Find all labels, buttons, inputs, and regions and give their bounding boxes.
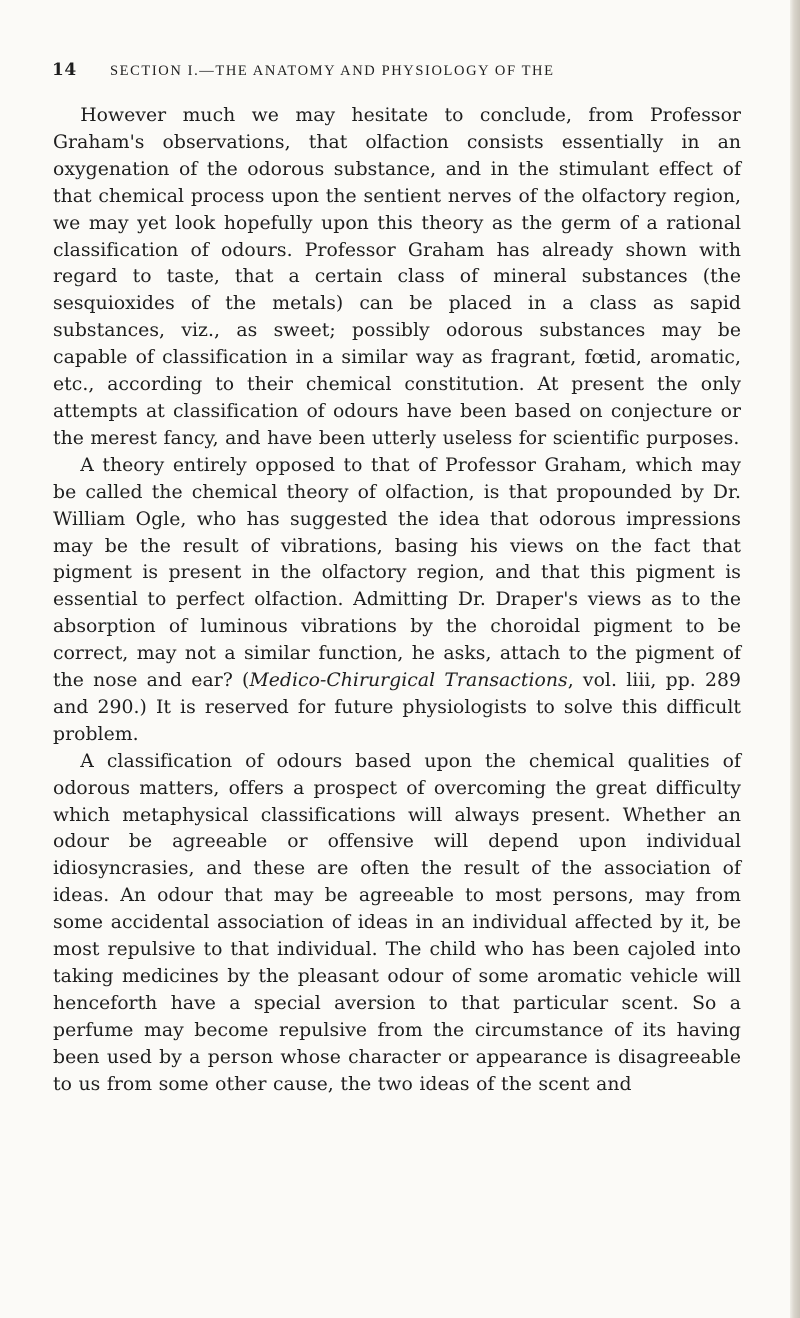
page-header: [52, 60, 742, 90]
paragraph-text: , vol. liii, pp. 289 and 290.) It is reserved for future physiologists to solve this difficult problem.: [53, 670, 741, 745]
paragraph: [53, 453, 741, 749]
page-edge: [790, 0, 800, 1318]
paragraph-text: A theory entirely opposed to that of Professor Graham, which may be called the chemical theory of olfaction, is that propounded by Dr. William Ogle, who has suggested the idea that odorous impressions may be the result of vibrations, basing his views on the fact that pigment is present in the olfactory region, and that this pigment is essential to perfect olfaction. Admitting Dr. Draper's views as to the absorption of luminous vibrations by the choroidal pigment to be correct, may not a similar function, he asks, attach to the pigment of the nose and ear? (: [53, 454, 741, 692]
body-text: [53, 103, 741, 1099]
paragraph: However much we may hesitate to conclude, from Professor Graham's observations, that olfaction consists essentially in an oxygenation of the odorous substance, and in the stimulant effect of that chemical process upon the sentient nerves of the olfactory region, we may yet look hopefully upon this theory as the germ of a rational classification of odours. Professor Graham has already shown with regard to taste, that a certain class of mineral substances (the sesquioxides of the metals) can be placed in a class as sapid substances, viz., as sweet; possibly odorous substances may be capable of classification in a similar way as fragrant, fœtid, aromatic, etc., according to their chemical constitution. At present the only attempts at classification of odours have been based on conjecture or the merest fancy, and have been utterly useless for scientific purposes.: [53, 105, 741, 449]
journal-title: Medico-Chirurgical Transactions: [249, 670, 568, 692]
running-head: SECTION I.—THE ANATOMY AND PHYSIOLOGY OF THE: [110, 63, 555, 79]
page-number: 14: [52, 60, 77, 80]
paragraph: A classification of odours based upon the chemical qualities of odorous matters, offers a prospect of overcoming the great difficulty which metaphysical classifications will always present. Whether an odour be agreeable or offensive will depend upon individual idiosyncrasies, and these are often the result of the association of ideas. An odour that may be agreeable to most persons, may from some accidental association of ideas in an individual affected by it, be most repulsive to that individual. The child who has been cajoled into taking medicines by the pleasant odour of some aromatic vehicle will henceforth have a special aversion to that particular scent. So a perfume may become repulsive from the circumstance of its having been used by a person whose character or appearance is disagreeable to us from some other cause, the two ideas of the scent and: [53, 750, 741, 1095]
